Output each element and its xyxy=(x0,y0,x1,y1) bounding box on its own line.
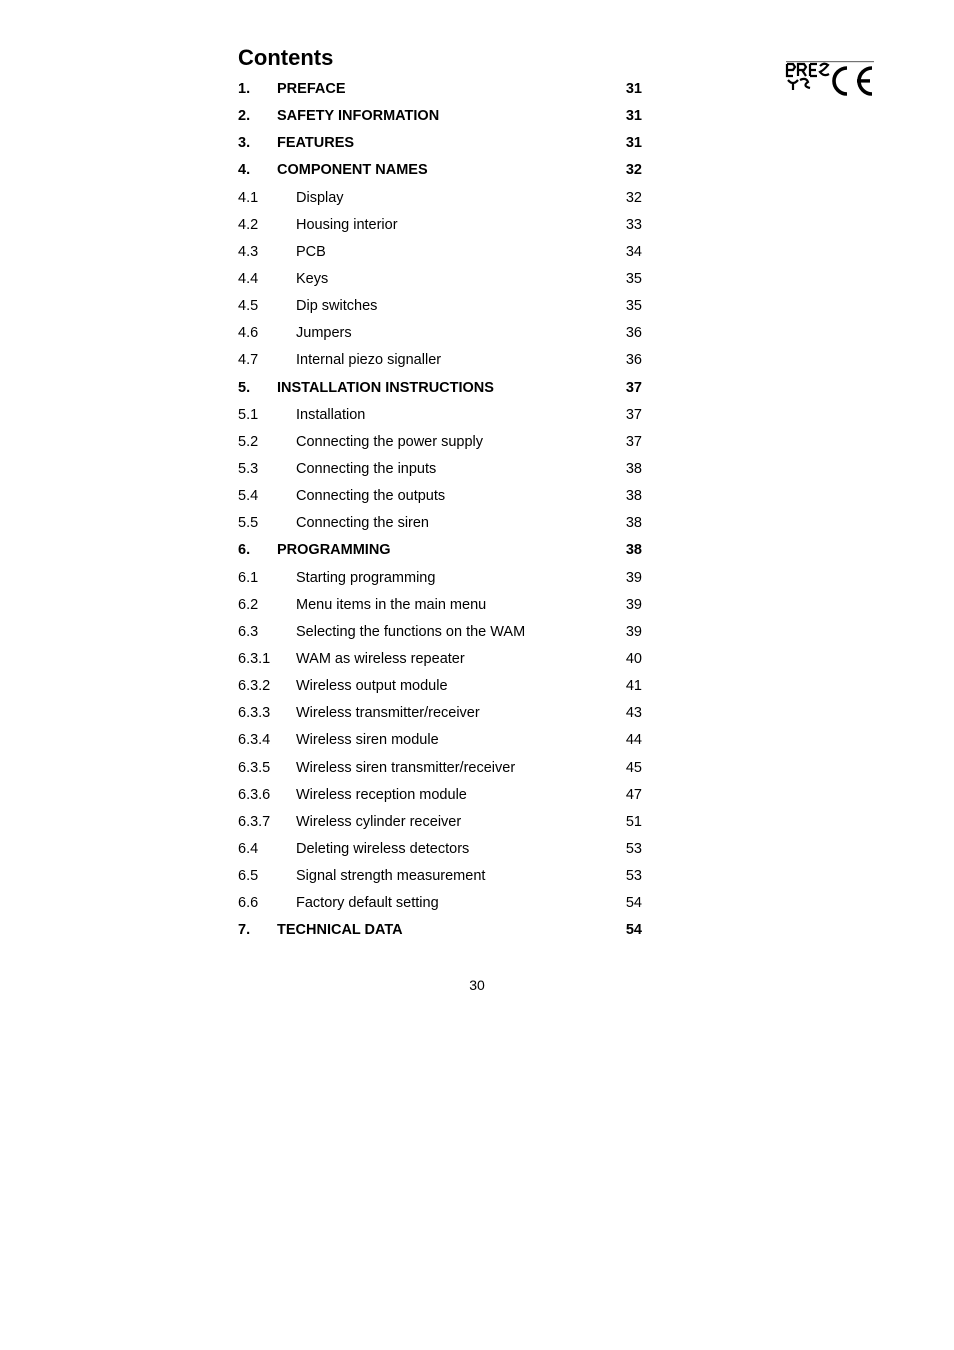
toc-entry-label: Connecting the power supply xyxy=(296,433,484,450)
toc-entry-label: Connecting the outputs xyxy=(296,488,446,505)
toc-entry-label: Connecting the siren xyxy=(296,515,429,532)
toc-entry-page: 40 xyxy=(625,650,642,667)
toc-entry-page: 38 xyxy=(625,488,642,505)
toc-entry-label: TECHNICAL DATA xyxy=(277,922,403,939)
toc-entry-number: 4.7 xyxy=(238,352,259,369)
toc-entry[interactable] xyxy=(238,239,642,266)
toc-entry-page: 53 xyxy=(625,868,642,885)
toc-entry[interactable] xyxy=(238,673,642,700)
toc-entry-page: 37 xyxy=(625,406,642,423)
toc-entry[interactable] xyxy=(238,619,642,646)
toc-entry-number: 6.2 xyxy=(238,596,259,613)
toc-entry[interactable] xyxy=(238,266,642,293)
toc-entry[interactable] xyxy=(238,700,642,727)
toc-entry-label: Dip switches xyxy=(296,298,378,315)
toc-entry-number: 5.3 xyxy=(238,460,259,477)
toc-entry-number: 6.3.3 xyxy=(238,705,271,722)
table-of-contents xyxy=(238,76,642,945)
toc-entry-page: 31 xyxy=(625,81,642,97)
page-number: 30 xyxy=(469,977,485,993)
toc-entry-page: 33 xyxy=(625,216,642,233)
toc-entry[interactable] xyxy=(238,890,642,917)
toc-entry-label: SAFETY INFORMATION xyxy=(277,108,440,125)
toc-entry-number: 4.2 xyxy=(238,216,259,233)
toc-entry-page: 51 xyxy=(625,813,642,830)
toc-entry-number: 5.1 xyxy=(238,406,259,423)
toc-entry[interactable] xyxy=(238,103,642,130)
toc-entry-label: Deleting wireless detectors xyxy=(296,840,470,857)
toc-entry-number: 6. xyxy=(238,542,251,559)
toc-entry-label: Factory default setting xyxy=(296,895,439,912)
toc-entry-number: 6.3.6 xyxy=(238,786,271,803)
toc-entry-number: 6.5 xyxy=(238,868,259,885)
toc-entry[interactable] xyxy=(238,863,642,890)
toc-entry[interactable] xyxy=(238,320,642,347)
toc-entry-number: 6.6 xyxy=(238,895,259,912)
toc-entry[interactable] xyxy=(238,456,642,483)
toc-entry-page: 53 xyxy=(625,840,642,857)
toc-entry-number: 6.3.2 xyxy=(238,678,271,695)
toc-entry-label: Signal strength measurement xyxy=(296,868,486,885)
toc-entry-number: 5.5 xyxy=(238,515,259,532)
toc-entry-label: Internal piezo signaller xyxy=(296,352,442,369)
toc-entry-number: 5. xyxy=(238,379,251,396)
toc-entry-number: 5.4 xyxy=(238,488,259,505)
toc-entry-number: 1. xyxy=(238,81,251,97)
toc-entry-label: Wireless reception module xyxy=(296,786,467,803)
toc-entry-page: 35 xyxy=(625,298,642,315)
toc-entry[interactable] xyxy=(238,809,642,836)
toc-entry-page: 45 xyxy=(625,759,642,776)
toc-entry-number: 7. xyxy=(238,922,251,939)
toc-entry-page: 38 xyxy=(625,515,642,532)
toc-entry-label: Keys xyxy=(296,270,329,287)
toc-entry-page: 54 xyxy=(625,895,642,912)
toc-entry-label: Installation xyxy=(296,406,366,423)
toc-entry-label: Wireless cylinder receiver xyxy=(296,813,462,830)
abus-ce-logo-icon xyxy=(784,60,876,100)
toc-entry[interactable] xyxy=(238,782,642,809)
toc-entry-label: Display xyxy=(296,189,344,206)
toc-entry[interactable] xyxy=(238,917,642,944)
toc-entry-label: Wireless transmitter/receiver xyxy=(296,705,480,722)
toc-entry-page: 39 xyxy=(625,569,642,586)
toc-entry[interactable] xyxy=(238,76,642,103)
toc-entry-label: Wireless siren module xyxy=(296,732,439,749)
toc-entry-number: 6.1 xyxy=(238,569,259,586)
toc-entry[interactable] xyxy=(238,727,642,754)
toc-entry-label: FEATURES xyxy=(277,135,355,152)
toc-entry-number: 3. xyxy=(238,135,251,152)
toc-entry-label: INSTALLATION INSTRUCTIONS xyxy=(277,379,494,396)
toc-entry-page: 31 xyxy=(625,108,642,125)
toc-entry-label: Wireless output module xyxy=(296,678,448,695)
toc-entry-page: 43 xyxy=(625,705,642,722)
toc-entry-label: Menu items in the main menu xyxy=(296,596,487,613)
toc-entry-page: 37 xyxy=(625,433,642,450)
toc-entry-page: 31 xyxy=(625,135,642,152)
toc-entry-label: Housing interior xyxy=(296,216,398,233)
toc-entry-page: 38 xyxy=(625,542,642,559)
toc-entry-label: PROGRAMMING xyxy=(277,542,391,559)
toc-entry-page: 36 xyxy=(625,325,642,342)
toc-entry-label: Selecting the functions on the WAM xyxy=(296,623,526,640)
toc-entry[interactable] xyxy=(238,537,642,564)
toc-entry-number: 5.2 xyxy=(238,433,259,450)
toc-entry-page: 41 xyxy=(625,678,642,695)
toc-entry-number: 4.5 xyxy=(238,298,259,315)
toc-entry-number: 4.4 xyxy=(238,270,259,287)
toc-entry[interactable] xyxy=(238,212,642,239)
toc-entry-number: 4.3 xyxy=(238,243,259,260)
toc-entry-label: WAM as wireless repeater xyxy=(296,650,465,667)
toc-entry[interactable] xyxy=(238,347,642,374)
toc-entry-page: 35 xyxy=(625,270,642,287)
toc-entry-label: COMPONENT NAMES xyxy=(277,162,428,179)
toc-entry-number: 6.3.7 xyxy=(238,813,271,830)
toc-entry-label: PCB xyxy=(296,243,326,260)
toc-entry-page: 37 xyxy=(625,379,642,396)
toc-entry[interactable] xyxy=(238,592,642,619)
toc-entry-number: 4.6 xyxy=(238,325,259,342)
toc-entry[interactable] xyxy=(238,375,642,402)
toc-entry-number: 6.3.4 xyxy=(238,732,271,749)
toc-entry[interactable] xyxy=(238,185,642,212)
toc-entry-page: 32 xyxy=(625,162,642,179)
toc-entry-label: Jumpers xyxy=(296,325,352,342)
toc-entry[interactable] xyxy=(238,429,642,456)
toc-entry[interactable] xyxy=(238,293,642,320)
toc-entry[interactable] xyxy=(238,755,642,782)
toc-entry-page: 44 xyxy=(625,732,642,749)
toc-entry-page: 54 xyxy=(625,922,642,939)
toc-entry[interactable] xyxy=(238,130,642,157)
toc-entry-page: 39 xyxy=(625,623,642,640)
toc-entry-label: Wireless siren transmitter/receiver xyxy=(296,759,516,776)
toc-entry-label: Connecting the inputs xyxy=(296,460,437,477)
toc-entry[interactable] xyxy=(238,646,642,673)
toc-entry[interactable] xyxy=(238,836,642,863)
toc-entry[interactable] xyxy=(238,565,642,592)
toc-entry[interactable] xyxy=(238,157,642,184)
page-title: Contents xyxy=(238,45,334,70)
toc-entry[interactable] xyxy=(238,510,642,537)
toc-entry-number: 6.3 xyxy=(238,623,259,640)
toc-entry[interactable] xyxy=(238,483,642,510)
toc-entry-number: 6.4 xyxy=(238,840,259,857)
toc-entry-number: 2. xyxy=(238,108,251,125)
toc-entry-number: 6.3.1 xyxy=(238,650,271,667)
toc-entry-label: PREFACE xyxy=(277,81,346,97)
toc-entry-number: 4. xyxy=(238,162,251,179)
toc-entry-page: 38 xyxy=(625,460,642,477)
toc-entry-label: Starting programming xyxy=(296,569,436,586)
toc-entry-number: 6.3.5 xyxy=(238,759,271,776)
toc-entry-number: 4.1 xyxy=(238,189,259,206)
toc-entry-page: 39 xyxy=(625,596,642,613)
toc-entry[interactable] xyxy=(238,402,642,429)
toc-entry-page: 36 xyxy=(625,352,642,369)
toc-entry-page: 32 xyxy=(625,189,642,206)
toc-entry-page: 47 xyxy=(625,786,642,803)
toc-entry-page: 34 xyxy=(625,243,642,260)
